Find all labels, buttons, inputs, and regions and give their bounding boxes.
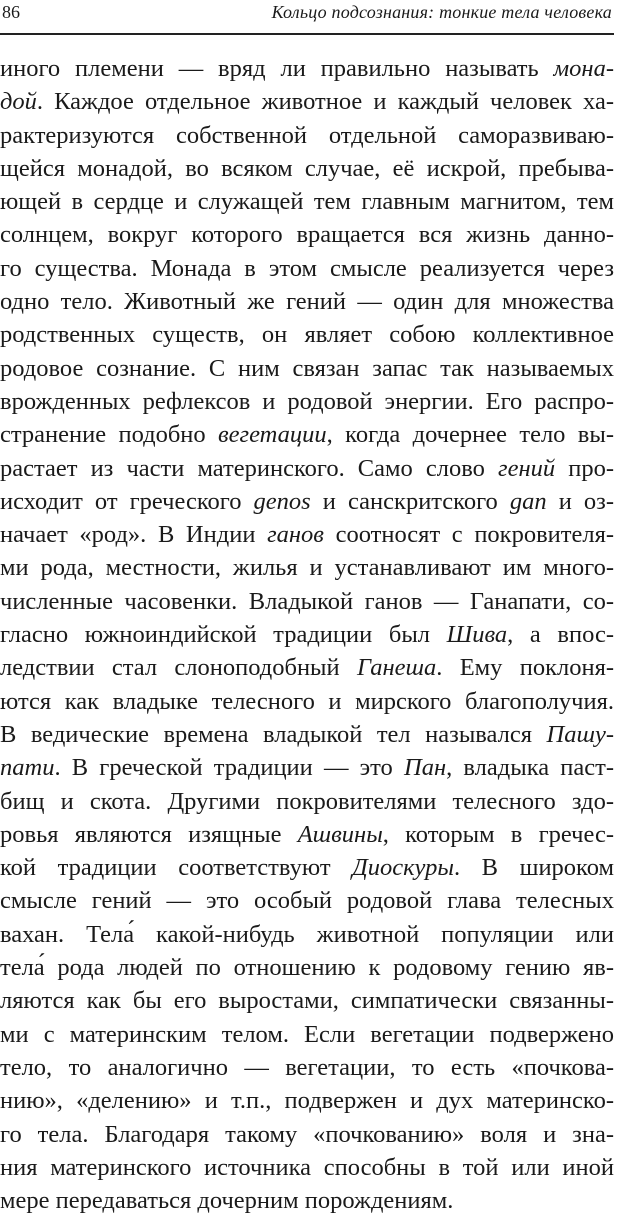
text-run: ми с материнским телом. Если вегетации подвержено	[0, 1020, 614, 1048]
text-run: иного племени — вряд ли правильно называть	[0, 55, 554, 82]
text-run: ния материнского источника способны в той или иной	[0, 1153, 614, 1181]
italic-term: Шива	[446, 621, 508, 649]
text-line	[0, 685, 614, 718]
text-line	[0, 119, 614, 152]
text-run: , владыка паст-	[446, 754, 615, 782]
text-line	[0, 751, 614, 784]
text-line	[0, 551, 614, 584]
text-line	[0, 918, 614, 951]
italic-term: Ашвины	[297, 820, 383, 848]
text-run: ми рода, местности, жилья и устанавливают им много-	[0, 554, 614, 582]
italic-term: Пашу-	[546, 720, 614, 748]
running-title: Кольцо подсознания: тонкие тела человека	[271, 2, 612, 22]
text-line	[0, 1151, 614, 1184]
text-line	[0, 1018, 614, 1051]
text-run: растает из части материнского. Само слово	[0, 454, 499, 482]
text-run: ляются как бы его выростами, симпатически связанны-	[0, 987, 614, 1015]
text-run: про-	[555, 454, 614, 482]
text-line	[0, 185, 614, 218]
text-run: соотносят с покровителя-	[323, 521, 614, 549]
text-run: тело, то аналогично — вегетации, то есть «почкова-	[0, 1053, 614, 1081]
italic-term: Диоскуры	[352, 854, 454, 882]
text-run: рактеризуются собственной отдельной саморазвиваю-	[0, 121, 614, 149]
text-line	[0, 385, 614, 418]
italic-term: гений	[498, 454, 556, 482]
italic-term: Ганеша	[356, 654, 437, 682]
page-number: 86	[2, 2, 20, 22]
text-line	[0, 951, 614, 984]
text-run: , когда дочернее тело вы-	[326, 421, 614, 449]
text-line	[0, 785, 614, 818]
running-head	[2, 2, 612, 30]
text-line	[0, 452, 614, 485]
text-line	[0, 518, 614, 551]
text-line	[0, 152, 614, 185]
text-run: тела́ рода людей по отношению к родовому гению яв-	[0, 954, 614, 982]
text-run: и оз-	[546, 487, 614, 515]
text-line	[0, 52, 614, 85]
text-line	[0, 352, 614, 385]
text-run: го существа. Монада в этом смысле реализуется через	[0, 254, 614, 282]
italic-term: gan	[509, 487, 547, 515]
text-line	[0, 1084, 614, 1117]
text-line	[0, 418, 614, 451]
text-line	[0, 318, 614, 351]
text-line	[0, 984, 614, 1017]
text-line	[0, 651, 614, 684]
text-run: ровья являются изящные	[0, 820, 298, 848]
text-run: численные часовенки. Владыкой ганов — Ганапати, со-	[0, 587, 614, 615]
text-run: В ведические времена владыкой тел назывался	[0, 720, 547, 748]
text-run: родовое сознание. С ним связан запас так называемых	[0, 354, 614, 382]
text-run: родственных существ, он являет собою коллективное	[0, 321, 614, 349]
italic-term: дой	[0, 88, 37, 116]
text-line	[0, 851, 614, 884]
text-line	[0, 718, 614, 751]
text-run: ющей в сердце и служащей тем главным магнитом, тем	[0, 188, 614, 216]
italic-term: пати	[0, 754, 55, 782]
text-run: ледствии стал слоноподобный	[0, 654, 357, 682]
text-run: бищ и скота. Другими покровителями телесного здо-	[0, 787, 614, 815]
italic-term: genos	[253, 487, 311, 515]
text-run: странение подобно	[0, 421, 219, 449]
text-run: гласно южноиндийской традиции был	[0, 621, 447, 649]
text-run: . В греческой традиции — это	[54, 754, 404, 782]
text-run: солнцем, вокруг которого вращается вся жизнь данно-	[0, 221, 614, 249]
text-run: кой традиции соответствуют	[0, 854, 353, 882]
text-run: щейся монадой, во всяком случае, её искрой, пребыва-	[0, 154, 614, 182]
text-line	[0, 218, 614, 251]
text-run: врожденных рефлексов и родовой энергии. Его распро-	[0, 387, 614, 415]
text-line	[0, 285, 614, 318]
text-run: . В широком	[453, 854, 615, 882]
text-run: начает «род». В Индии	[0, 521, 268, 549]
text-line	[0, 1051, 614, 1084]
text-run: смысле гений — это особый родовой глава телесных	[0, 887, 614, 915]
text-line	[0, 818, 614, 851]
text-line	[0, 1118, 614, 1151]
text-run: , а впос-	[507, 621, 614, 649]
body-text	[0, 52, 614, 1217]
text-line	[0, 85, 614, 118]
text-run: одно тело. Животный же гений — один для множества	[0, 288, 614, 316]
header-rule	[0, 33, 614, 35]
italic-term: вегетации	[218, 421, 327, 449]
text-run: мере передаваться дочерним порождениям.	[0, 1187, 454, 1215]
italic-term: Пан	[404, 754, 447, 782]
italic-term: ганов	[267, 521, 324, 549]
text-run: нию», «делению» и т.п., подвержен и дух материнско-	[0, 1087, 614, 1115]
text-run: . Каждое отдельное животное и каждый человек ха-	[36, 88, 614, 116]
text-run: ются как владыке телесного и мирского благополучия.	[0, 687, 614, 715]
text-line	[0, 485, 614, 518]
text-line	[0, 252, 614, 285]
text-run: исходит от греческого	[0, 487, 254, 515]
text-run: вахан. Тела́ какой-нибудь животной популяции или	[0, 920, 614, 948]
text-run: , которым в гречес-	[382, 820, 614, 848]
italic-term: мона-	[553, 55, 614, 82]
text-run: . Ему поклоня-	[436, 654, 615, 682]
text-line	[0, 585, 614, 618]
text-line	[0, 884, 614, 917]
text-line	[0, 1184, 614, 1217]
text-run: го тела. Благодаря такому «почкованию» воля и зна-	[0, 1120, 614, 1148]
text-line	[0, 618, 614, 651]
text-run: и санскритского	[310, 487, 510, 515]
